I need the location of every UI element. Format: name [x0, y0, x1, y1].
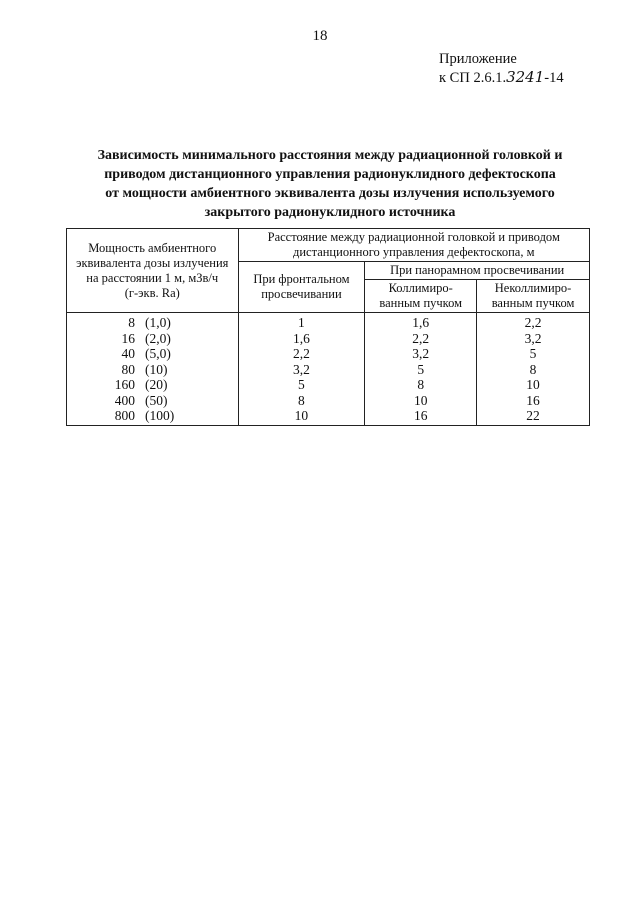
header-distance — [238, 229, 590, 262]
header-text: Коллимиро- — [388, 281, 453, 295]
appendix-doc-suffix: -14 — [544, 70, 564, 86]
header-dose-power — [67, 229, 239, 313]
radium-equivalent: (10) — [145, 361, 168, 377]
cell-collimated: 10 — [365, 393, 477, 409]
header-panoramic: При панорамном просвечивании — [365, 262, 590, 280]
power-value: 160 — [114, 377, 135, 392]
cell-noncollimated: 16 — [477, 393, 590, 409]
cell-noncollimated: 22 — [477, 408, 590, 425]
table-row — [67, 362, 590, 378]
radium-equivalent: (50) — [145, 392, 168, 408]
distance-table — [66, 228, 590, 426]
header-text: ванным пучком — [491, 296, 575, 310]
appendix-doc-number: 3241 — [506, 68, 545, 86]
cell-noncollimated: 3,2 — [477, 331, 590, 347]
cell-collimated: 8 — [365, 377, 477, 393]
appendix-label: Приложение — [439, 51, 517, 67]
radium-equivalent: (20) — [145, 377, 168, 392]
cell-frontal: 2,2 — [238, 346, 365, 362]
table-row — [67, 377, 590, 393]
cell-frontal: 10 — [238, 408, 365, 425]
power-value: 16 — [121, 330, 135, 346]
header-text: просвечивании — [261, 287, 342, 301]
radium-equivalent: (1,0) — [145, 315, 171, 330]
table-body — [67, 313, 590, 426]
header-text: дистанционного управления дефектоскопа, м — [292, 245, 535, 259]
cell-power — [67, 377, 239, 393]
radium-equivalent: (2,0) — [145, 330, 171, 346]
header-collimated — [365, 280, 477, 313]
cell-frontal: 1 — [238, 313, 365, 331]
cell-collimated: 5 — [365, 362, 477, 378]
cell-noncollimated: 5 — [477, 346, 590, 362]
cell-frontal: 5 — [238, 377, 365, 393]
table-row — [67, 346, 590, 362]
table-row — [67, 393, 590, 409]
power-value: 40 — [121, 346, 135, 361]
table-header — [67, 229, 590, 313]
cell-collimated: 1,6 — [365, 313, 477, 331]
cell-frontal: 3,2 — [238, 362, 365, 378]
cell-frontal: 8 — [238, 393, 365, 409]
cell-power — [67, 346, 239, 362]
power-value: 800 — [114, 408, 135, 423]
header-frontal — [238, 262, 365, 313]
header-text: ванным пучком — [379, 296, 463, 310]
cell-power — [67, 362, 239, 378]
cell-collimated: 2,2 — [365, 331, 477, 347]
radium-equivalent: (5,0) — [145, 346, 171, 361]
cell-power — [67, 393, 239, 409]
power-value: 400 — [114, 392, 135, 408]
title-line: от мощности амбиентного эквивалента дозы излучения используемого — [105, 186, 555, 201]
appendix-reference — [439, 50, 564, 87]
appendix-document-line — [439, 68, 564, 87]
cell-frontal: 1,6 — [238, 331, 365, 347]
cell-power — [67, 313, 239, 331]
title-line: закрытого радионуклидного источника — [204, 205, 456, 220]
cell-noncollimated: 10 — [477, 377, 590, 393]
title-line: приводом дистанционного управления радионуклидного дефектоскопа — [104, 167, 556, 182]
cell-power — [67, 408, 239, 425]
header-text: эквивалента дозы излучения — [76, 255, 229, 270]
appendix-doc-prefix: к СП 2.6.1. — [439, 70, 507, 86]
cell-collimated: 16 — [365, 408, 477, 425]
cell-noncollimated: 8 — [477, 362, 590, 378]
table-row — [67, 408, 590, 425]
power-value: 8 — [128, 315, 135, 330]
header-text: При фронтальном — [253, 272, 350, 286]
header-noncollimated — [477, 280, 590, 313]
header-text: Мощность амбиентного — [88, 240, 217, 255]
cell-power — [67, 331, 239, 347]
table-row — [67, 313, 590, 331]
document-title — [60, 146, 600, 222]
header-text: Неколлимиро- — [494, 281, 572, 295]
table-row — [67, 331, 590, 347]
cell-collimated: 3,2 — [365, 346, 477, 362]
power-value: 80 — [121, 361, 135, 377]
radium-equivalent: (100) — [145, 408, 175, 423]
header-text: (г-экв. Ra) — [124, 285, 180, 300]
cell-noncollimated: 2,2 — [477, 313, 590, 331]
header-text: на расстоянии 1 м, мЗв/ч — [86, 270, 219, 285]
header-text: Расстояние между радиационной головкой и приводом — [267, 230, 560, 244]
title-line: Зависимость минимального расстояния между радиационной головкой и — [97, 148, 563, 163]
page-number: 18 — [312, 28, 328, 44]
